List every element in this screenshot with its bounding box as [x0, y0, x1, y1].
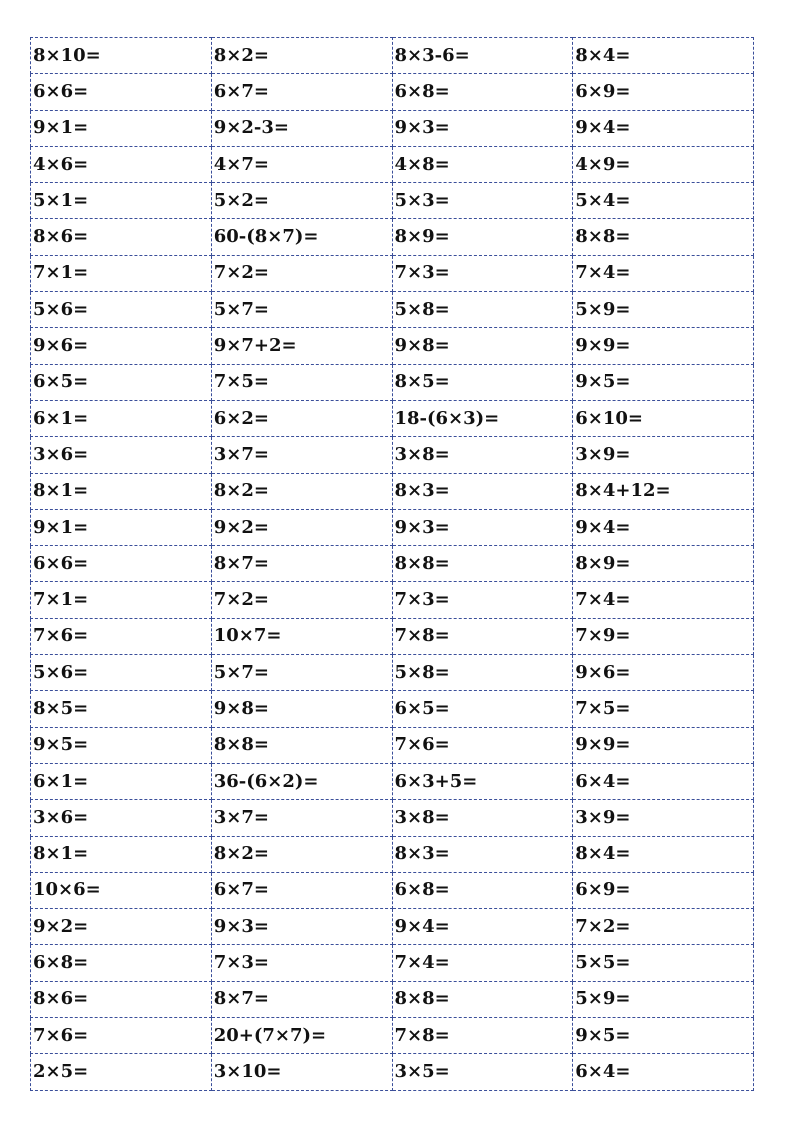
table-row — [31, 618, 754, 654]
problem-cell: 7×1= — [31, 255, 212, 291]
table-row — [31, 110, 754, 146]
problem-cell: 7×4= — [573, 582, 754, 618]
problem-cell: 6×3+5= — [392, 763, 573, 799]
problem-cell: 2×5= — [31, 1054, 212, 1090]
table-row — [31, 1054, 754, 1090]
problem-cell: 9×1= — [31, 509, 212, 545]
problem-cell: 5×2= — [211, 183, 392, 219]
problem-cell: 5×8= — [392, 655, 573, 691]
table-row — [31, 1018, 754, 1054]
problem-cell: 4×6= — [31, 146, 212, 182]
problem-cell: 18-(6×3)= — [392, 400, 573, 436]
problem-cell: 6×2= — [211, 400, 392, 436]
problem-cell: 6×8= — [31, 945, 212, 981]
problem-cell: 3×7= — [211, 800, 392, 836]
problem-cell: 5×3= — [392, 183, 573, 219]
table-row — [31, 763, 754, 799]
problem-cell: 7×4= — [573, 255, 754, 291]
problem-cell: 3×5= — [392, 1054, 573, 1090]
problem-cell: 7×9= — [573, 618, 754, 654]
problem-cell: 8×3= — [392, 473, 573, 509]
problem-cell: 20+(7×7)= — [211, 1018, 392, 1054]
problem-cell: 4×8= — [392, 146, 573, 182]
table-row — [31, 691, 754, 727]
problem-cell: 6×1= — [31, 400, 212, 436]
problem-cell: 7×5= — [573, 691, 754, 727]
problem-cell: 60-(8×7)= — [211, 219, 392, 255]
problem-cell: 7×4= — [392, 945, 573, 981]
problem-cell: 5×6= — [31, 655, 212, 691]
problem-cell: 9×2= — [31, 909, 212, 945]
problem-cell: 7×2= — [211, 582, 392, 618]
problem-cell: 8×10= — [31, 38, 212, 74]
table-row — [31, 146, 754, 182]
grid-body — [31, 38, 754, 1091]
problem-cell: 8×8= — [392, 546, 573, 582]
problem-cell: 36-(6×2)= — [211, 763, 392, 799]
problem-cell: 7×3= — [392, 582, 573, 618]
problem-cell: 8×7= — [211, 981, 392, 1017]
problem-cell: 3×8= — [392, 437, 573, 473]
problem-cell: 6×9= — [573, 74, 754, 110]
problem-cell: 8×4= — [573, 38, 754, 74]
table-row — [31, 945, 754, 981]
problem-cell: 4×9= — [573, 146, 754, 182]
problem-cell: 9×2-3= — [211, 110, 392, 146]
problem-cell: 9×3= — [392, 110, 573, 146]
problem-cell: 8×6= — [31, 219, 212, 255]
problem-cell: 8×6= — [31, 981, 212, 1017]
problem-cell: 8×9= — [392, 219, 573, 255]
problem-cell: 5×9= — [573, 981, 754, 1017]
table-row — [31, 509, 754, 545]
problem-cell: 8×8= — [392, 981, 573, 1017]
problem-cell: 7×2= — [573, 909, 754, 945]
problem-cell: 7×3= — [392, 255, 573, 291]
problem-cell: 9×8= — [392, 328, 573, 364]
table-row — [31, 473, 754, 509]
problem-cell: 8×1= — [31, 836, 212, 872]
table-row — [31, 546, 754, 582]
problem-cell: 3×7= — [211, 437, 392, 473]
problem-cell: 8×9= — [573, 546, 754, 582]
problem-cell: 6×8= — [392, 74, 573, 110]
problem-cell: 7×8= — [392, 618, 573, 654]
table-row — [31, 219, 754, 255]
problem-cell: 9×5= — [573, 1018, 754, 1054]
problem-cell: 7×3= — [211, 945, 392, 981]
problem-cell: 9×5= — [573, 364, 754, 400]
problem-cell: 3×6= — [31, 437, 212, 473]
problem-cell: 9×6= — [573, 655, 754, 691]
problem-cell: 9×4= — [392, 909, 573, 945]
problem-cell: 10×6= — [31, 872, 212, 908]
problem-cell: 6×5= — [392, 691, 573, 727]
problem-cell: 8×8= — [211, 727, 392, 763]
problem-cell: 9×9= — [573, 727, 754, 763]
problem-cell: 7×1= — [31, 582, 212, 618]
problem-cell: 8×2= — [211, 473, 392, 509]
problem-cell: 8×5= — [392, 364, 573, 400]
problem-cell: 9×1= — [31, 110, 212, 146]
problem-cell: 8×7= — [211, 546, 392, 582]
table-row — [31, 255, 754, 291]
problem-cell: 8×1= — [31, 473, 212, 509]
table-row — [31, 183, 754, 219]
table-row — [31, 981, 754, 1017]
problem-cell: 9×5= — [31, 727, 212, 763]
problem-cell: 3×6= — [31, 800, 212, 836]
problem-cell: 9×7+2= — [211, 328, 392, 364]
problem-cell: 9×4= — [573, 509, 754, 545]
table-row — [31, 437, 754, 473]
problem-cell: 3×8= — [392, 800, 573, 836]
problem-cell: 6×4= — [573, 1054, 754, 1090]
problem-cell: 3×9= — [573, 437, 754, 473]
table-row — [31, 292, 754, 328]
problem-cell: 4×7= — [211, 146, 392, 182]
problem-cell: 5×6= — [31, 292, 212, 328]
table-row — [31, 364, 754, 400]
problem-cell: 5×7= — [211, 655, 392, 691]
table-row — [31, 400, 754, 436]
problem-cell: 6×5= — [31, 364, 212, 400]
table-row — [31, 38, 754, 74]
table-row — [31, 582, 754, 618]
problem-cell: 6×6= — [31, 546, 212, 582]
problem-cell: 5×8= — [392, 292, 573, 328]
problem-cell: 8×2= — [211, 836, 392, 872]
problem-cell: 3×10= — [211, 1054, 392, 1090]
problem-cell: 9×2= — [211, 509, 392, 545]
table-row — [31, 800, 754, 836]
problem-cell: 7×2= — [211, 255, 392, 291]
problem-cell: 7×6= — [31, 618, 212, 654]
problem-cell: 9×9= — [573, 328, 754, 364]
table-row — [31, 909, 754, 945]
problem-cell: 9×3= — [211, 909, 392, 945]
problem-cell: 6×7= — [211, 74, 392, 110]
problem-cell: 8×4= — [573, 836, 754, 872]
problem-cell: 6×7= — [211, 872, 392, 908]
problem-cell: 7×5= — [211, 364, 392, 400]
problem-cell: 9×8= — [211, 691, 392, 727]
table-row — [31, 74, 754, 110]
problem-cell: 5×4= — [573, 183, 754, 219]
problem-cell: 6×4= — [573, 763, 754, 799]
problem-cell: 9×3= — [392, 509, 573, 545]
problem-cell: 8×8= — [573, 219, 754, 255]
problem-cell: 5×5= — [573, 945, 754, 981]
table-row — [31, 655, 754, 691]
worksheet — [30, 37, 754, 1089]
problem-cell: 6×6= — [31, 74, 212, 110]
problem-cell: 6×1= — [31, 763, 212, 799]
problem-cell: 9×6= — [31, 328, 212, 364]
problem-cell: 6×10= — [573, 400, 754, 436]
problem-cell: 9×4= — [573, 110, 754, 146]
problem-cell: 7×6= — [31, 1018, 212, 1054]
table-row — [31, 836, 754, 872]
problem-cell: 8×2= — [211, 38, 392, 74]
problem-cell: 8×5= — [31, 691, 212, 727]
table-row — [31, 872, 754, 908]
problem-cell: 5×7= — [211, 292, 392, 328]
problem-cell: 8×3-6= — [392, 38, 573, 74]
problem-cell: 7×8= — [392, 1018, 573, 1054]
problem-cell: 7×6= — [392, 727, 573, 763]
table-row — [31, 727, 754, 763]
problem-cell: 6×8= — [392, 872, 573, 908]
problem-cell: 5×1= — [31, 183, 212, 219]
problem-cell: 5×9= — [573, 292, 754, 328]
problem-cell: 8×3= — [392, 836, 573, 872]
arithmetic-grid — [30, 37, 754, 1091]
problem-cell: 6×9= — [573, 872, 754, 908]
problem-cell: 10×7= — [211, 618, 392, 654]
problem-cell: 3×9= — [573, 800, 754, 836]
table-row — [31, 328, 754, 364]
problem-cell: 8×4+12= — [573, 473, 754, 509]
